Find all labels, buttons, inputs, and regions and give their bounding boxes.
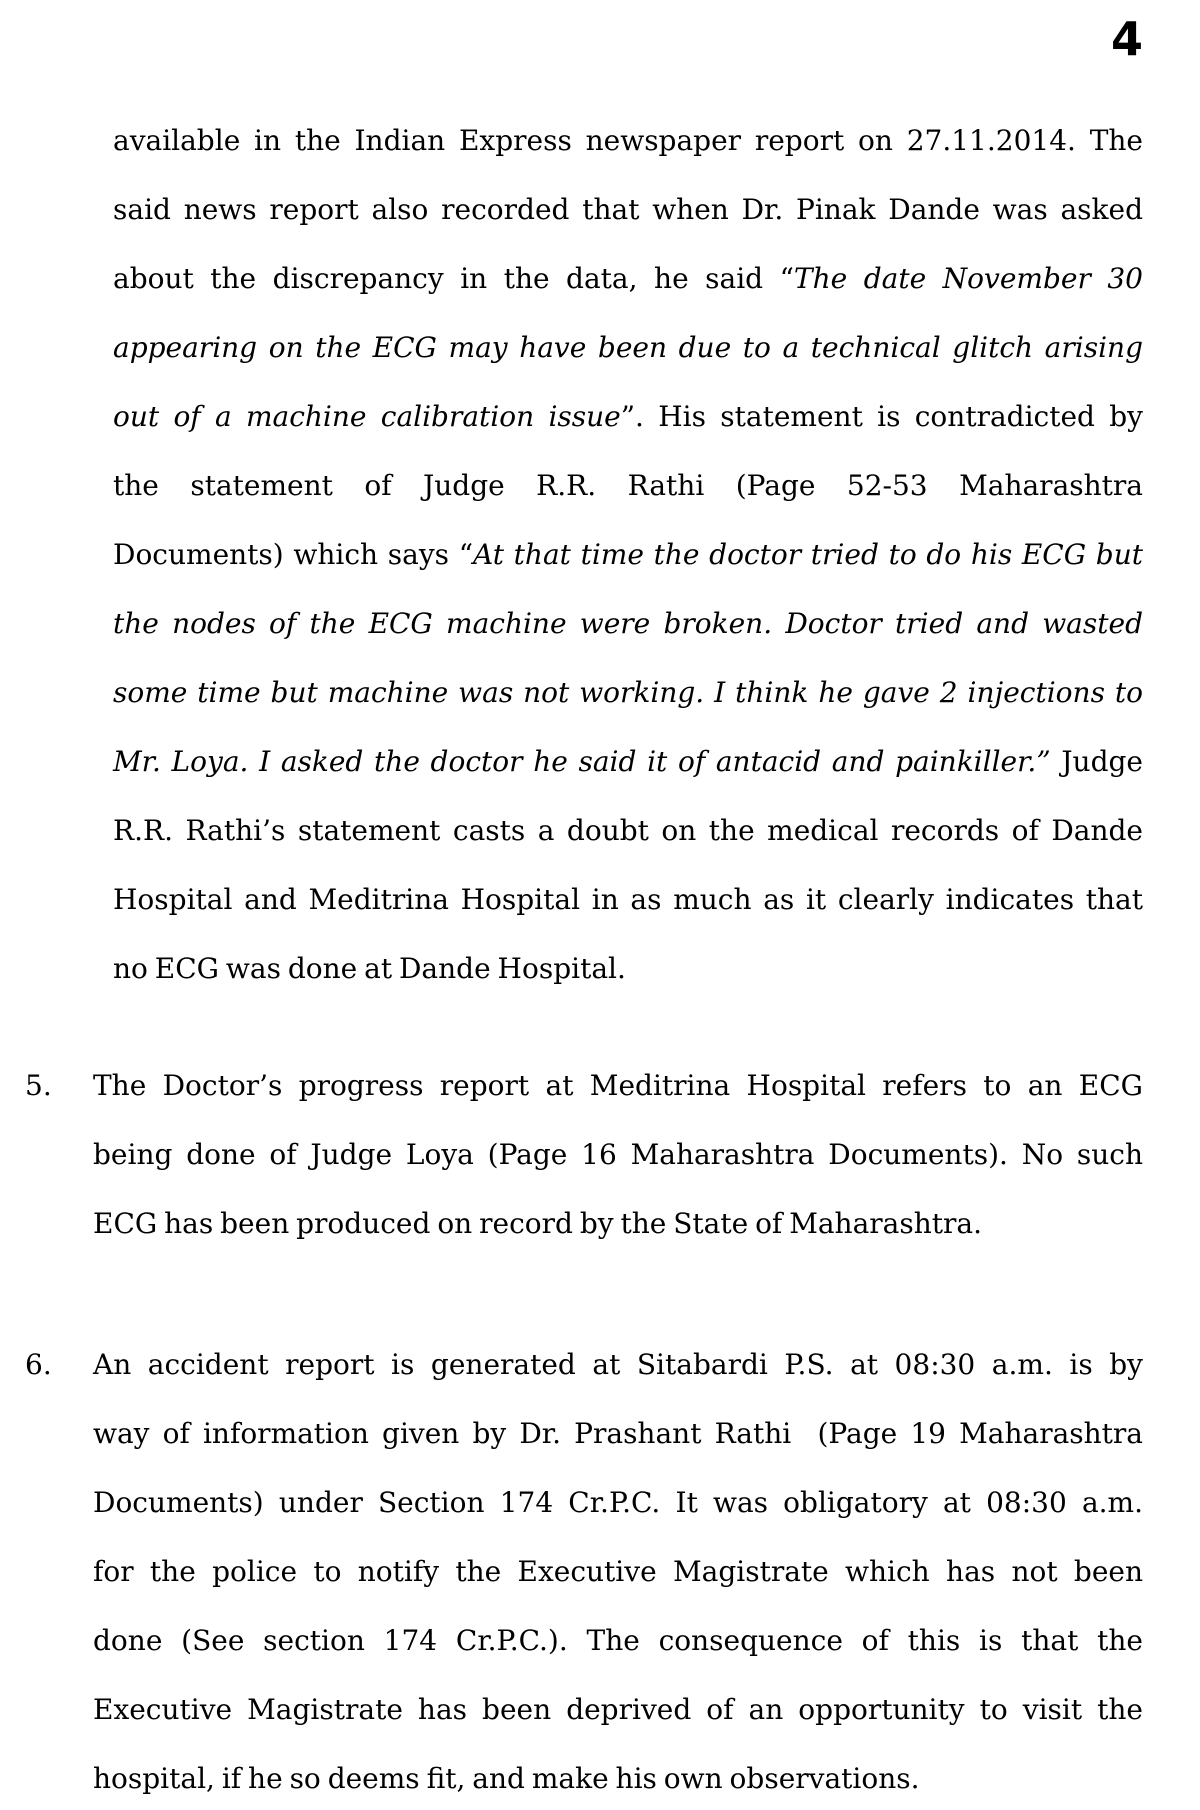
text-run-italic: Mr. Loya. I asked the doctor he said it of antacid and painkiller.” xyxy=(113,745,1051,778)
text-run: way of information given by Dr. Prashant Rathi (Page 19 Maharashtra xyxy=(93,1417,1143,1450)
text-run-italic: the nodes of the ECG machine were broken. Doctor tried and wasted xyxy=(113,607,1143,640)
text-run: ECG has been produced on record by the State of Maharashtra. xyxy=(93,1207,982,1240)
text-run: about the discrepancy in the data, he said “ xyxy=(113,262,794,295)
text-run: available in the Indian Express newspaper report on 27.11.2014. The xyxy=(113,124,1143,157)
text-line xyxy=(93,1744,1143,1810)
page-number: 4 xyxy=(1110,12,1143,66)
text-run: done (See section 174 Cr.P.C.). The consequence of this is that the xyxy=(93,1624,1143,1657)
text-run: The Doctor’s progress report at Meditrina Hospital refers to an ECG xyxy=(93,1069,1143,1102)
text-run: Judge xyxy=(1050,745,1143,778)
text-run: Executive Magistrate has been deprived of an opportunity to visit the xyxy=(93,1693,1143,1726)
text-line xyxy=(113,382,1143,451)
text-run: ”. His statement is contradicted by xyxy=(620,400,1143,433)
text-run: hospital, if he so deems fit, and make his own observations. xyxy=(93,1762,920,1795)
text-line xyxy=(113,244,1143,313)
text-line xyxy=(113,589,1143,658)
text-line xyxy=(113,727,1143,796)
text-line xyxy=(93,1330,1143,1399)
text-line xyxy=(93,1606,1143,1675)
text-run-italic: At that time the doctor tried to do his ECG but xyxy=(473,538,1143,571)
text-line xyxy=(93,1051,1143,1120)
text-line xyxy=(113,175,1143,244)
text-run: Documents) under Section 174 Cr.P.C. It was obligatory at 08:30 a.m. xyxy=(93,1486,1143,1519)
text-run: An accident report is generated at Sitabardi P.S. at 08:30 a.m. is by xyxy=(93,1348,1143,1381)
text-line xyxy=(93,1189,1143,1258)
paragraph-6 xyxy=(25,1330,1143,1810)
text-run-italic: appearing on the ECG may have been due to a technical glitch arising xyxy=(113,331,1143,364)
paragraph-4-continuation xyxy=(113,106,1143,1003)
text-run: being done of Judge Loya (Page 16 Maharashtra Documents). No such xyxy=(93,1138,1143,1171)
text-run-italic: some time but machine was not working. I think he gave 2 injections to xyxy=(113,676,1143,709)
text-line xyxy=(113,796,1143,865)
text-line xyxy=(93,1537,1143,1606)
text-line xyxy=(113,520,1143,589)
text-run: no ECG was done at Dande Hospital. xyxy=(113,952,626,985)
text-line xyxy=(113,865,1143,934)
text-line xyxy=(93,1468,1143,1537)
text-line xyxy=(93,1399,1143,1468)
paragraph-number: 6. xyxy=(25,1348,52,1381)
text-line xyxy=(113,313,1143,382)
text-line xyxy=(113,934,1143,1003)
paragraph-number: 5. xyxy=(25,1069,52,1102)
text-line xyxy=(93,1120,1143,1189)
text-run: the statement of Judge R.R. Rathi (Page 52-53 Maharashtra xyxy=(113,469,1143,502)
text-line xyxy=(113,106,1143,175)
text-line xyxy=(113,451,1143,520)
paragraph-5 xyxy=(25,1051,1143,1258)
text-run: Hospital and Meditrina Hospital in as much as it clearly indicates that xyxy=(113,883,1143,916)
text-run: Documents) which says “ xyxy=(113,538,474,571)
document-body xyxy=(0,106,1200,1810)
text-line xyxy=(113,658,1143,727)
text-run: for the police to notify the Executive Magistrate which has not been xyxy=(93,1555,1143,1588)
text-line xyxy=(93,1675,1143,1744)
text-run-italic: out of a machine calibration issue xyxy=(113,400,621,433)
text-run: R.R. Rathi’s statement casts a doubt on the medical records of Dande xyxy=(113,814,1143,847)
text-run: said news report also recorded that when Dr. Pinak Dande was asked xyxy=(113,193,1143,226)
text-run-italic: The date November 30 xyxy=(793,262,1143,295)
